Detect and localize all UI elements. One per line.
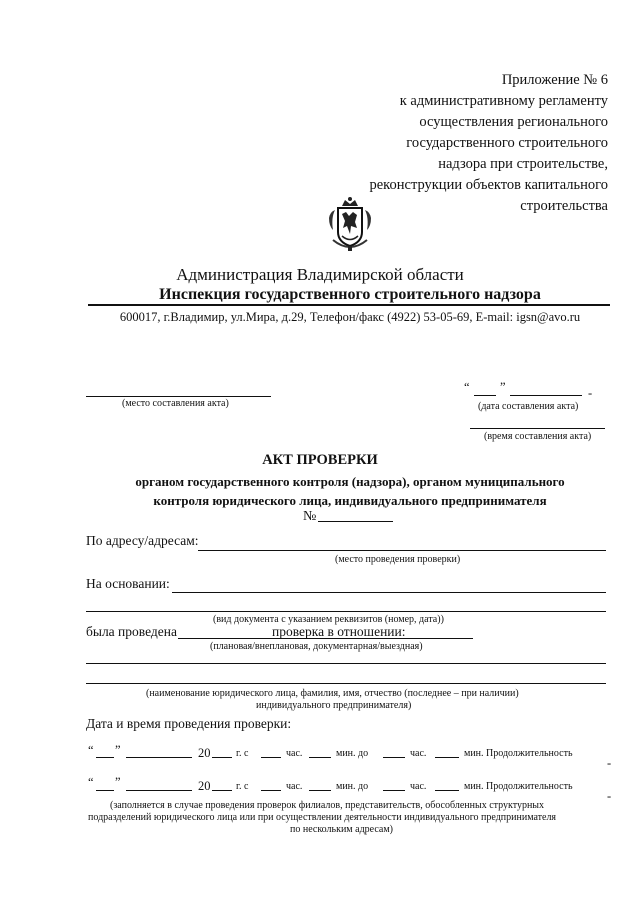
schedule-hours2: час. <box>410 748 427 759</box>
schedule-dash: - <box>607 756 612 770</box>
basis-caption: (вид документа с указанием реквизитов (номер, дата)) <box>213 614 444 625</box>
place-caption: (место составления акта) <box>122 398 229 409</box>
org-admin-name: Администрация Владимирской области <box>176 265 464 284</box>
date-caption: (дата составления акта) <box>478 401 579 412</box>
org-address: 600017, г.Владимир, ул.Мира, д.29, Телефон/факс (4922) 53-05-69, E-mail: igsn@avo.ru <box>119 310 581 324</box>
schedule-year-prefix: 20 <box>198 779 211 793</box>
schedule-min-from-field[interactable] <box>309 790 331 791</box>
note-line-3: по нескольким адресам) <box>290 824 394 835</box>
schedule-hours2: час. <box>410 781 427 792</box>
schedule-quote-close: ” <box>115 743 121 757</box>
schedule-quote-open: “ <box>88 743 94 757</box>
date-day-field[interactable] <box>474 395 496 396</box>
appendix-line: реконструкции объектов капитального <box>369 177 608 193</box>
schedule-year-field[interactable] <box>212 790 232 791</box>
datetime-label: Дата и время проведения проверки: <box>86 716 292 731</box>
appendix-line: надзора при строительстве, <box>438 156 608 172</box>
conducted-label: была проведена <box>86 624 177 639</box>
schedule-minutes-to: мин. до <box>336 748 369 759</box>
act-number-sign: № <box>303 509 317 524</box>
date-dash: - <box>588 386 593 400</box>
coat-of-arms-icon <box>327 196 373 252</box>
date-quote-close: ” <box>500 380 506 394</box>
entity-caption-1: (наименование юридического лица, фамилия, имя, отчество (последнее – при наличии) <box>146 688 519 699</box>
appendix-header <box>278 70 608 217</box>
note-line-2: подразделений юридического лица или при осуществлении деятельности индивидуального предпринимателя <box>88 812 557 823</box>
schedule-hour-to-field[interactable] <box>383 790 405 791</box>
date-month-field[interactable] <box>510 395 582 396</box>
basis-label: На основании: <box>86 576 170 591</box>
time-caption: (время составления акта) <box>484 431 592 442</box>
act-subtitle-line-1: органом государственного контроля (надзора), органом муниципального <box>135 474 565 489</box>
act-number-field[interactable] <box>318 521 393 522</box>
act-title: АКТ ПРОВЕРКИ <box>262 452 378 468</box>
address-caption: (место проведения проверки) <box>335 554 461 565</box>
appendix-line: к административному регламенту <box>399 93 608 109</box>
basis-field-line-1[interactable] <box>172 592 606 593</box>
schedule-min-to-field[interactable] <box>435 790 459 791</box>
schedule-duration: мин. Продолжительность <box>464 748 573 759</box>
schedule-from: г. с <box>236 781 249 792</box>
schedule-quote-open: “ <box>88 775 94 789</box>
appendix-line: государственного строительного <box>406 135 608 151</box>
schedule-hours: час. <box>286 781 303 792</box>
schedule-duration: мин. Продолжительность <box>464 781 573 792</box>
entity-field-line-2[interactable] <box>86 683 606 684</box>
conducted-caption: (плановая/внеплановая, документарная/выездная) <box>210 641 423 652</box>
time-field[interactable] <box>470 428 605 429</box>
schedule-hour-to-field[interactable] <box>383 757 405 758</box>
schedule-hour-from-field[interactable] <box>261 757 281 758</box>
schedule-month-field[interactable] <box>126 757 192 758</box>
schedule-hours: час. <box>286 748 303 759</box>
schedule-minutes-to: мин. до <box>336 781 369 792</box>
note-line-1: (заполняется в случае проведения проверок филиалов, представительств, обособленных структурных <box>110 800 545 811</box>
schedule-dash: - <box>607 789 612 803</box>
schedule-min-from-field[interactable] <box>309 757 331 758</box>
entity-field-line-1[interactable] <box>86 663 606 664</box>
appendix-line: Приложение № 6 <box>501 72 608 88</box>
org-underline <box>88 304 610 306</box>
address-label: По адресу/адресам: <box>86 533 199 548</box>
schedule-year-prefix: 20 <box>198 746 211 760</box>
address-field[interactable] <box>198 550 606 551</box>
schedule-day-field[interactable] <box>96 790 114 791</box>
appendix-line: осуществления регионального <box>419 114 608 130</box>
schedule-month-field[interactable] <box>126 790 192 791</box>
schedule-from: г. с <box>236 748 249 759</box>
conducted-text: проверка в отношении: <box>272 624 406 639</box>
schedule-min-to-field[interactable] <box>435 757 459 758</box>
date-quote-open: “ <box>464 380 470 394</box>
place-field[interactable] <box>86 396 271 397</box>
entity-caption-2: индивидуального предпринимателя) <box>256 700 412 711</box>
org-inspection-name: Инспекция государственного строительного надзора <box>159 286 541 303</box>
basis-field-line-2[interactable] <box>86 611 606 612</box>
appendix-line: строительства <box>520 198 608 214</box>
schedule-year-field[interactable] <box>212 757 232 758</box>
act-subtitle-line-2: контроля юридического лица, индивидуального предпринимателя <box>153 493 547 508</box>
schedule-quote-close: ” <box>115 775 121 789</box>
schedule-day-field[interactable] <box>96 757 114 758</box>
schedule-hour-from-field[interactable] <box>261 790 281 791</box>
